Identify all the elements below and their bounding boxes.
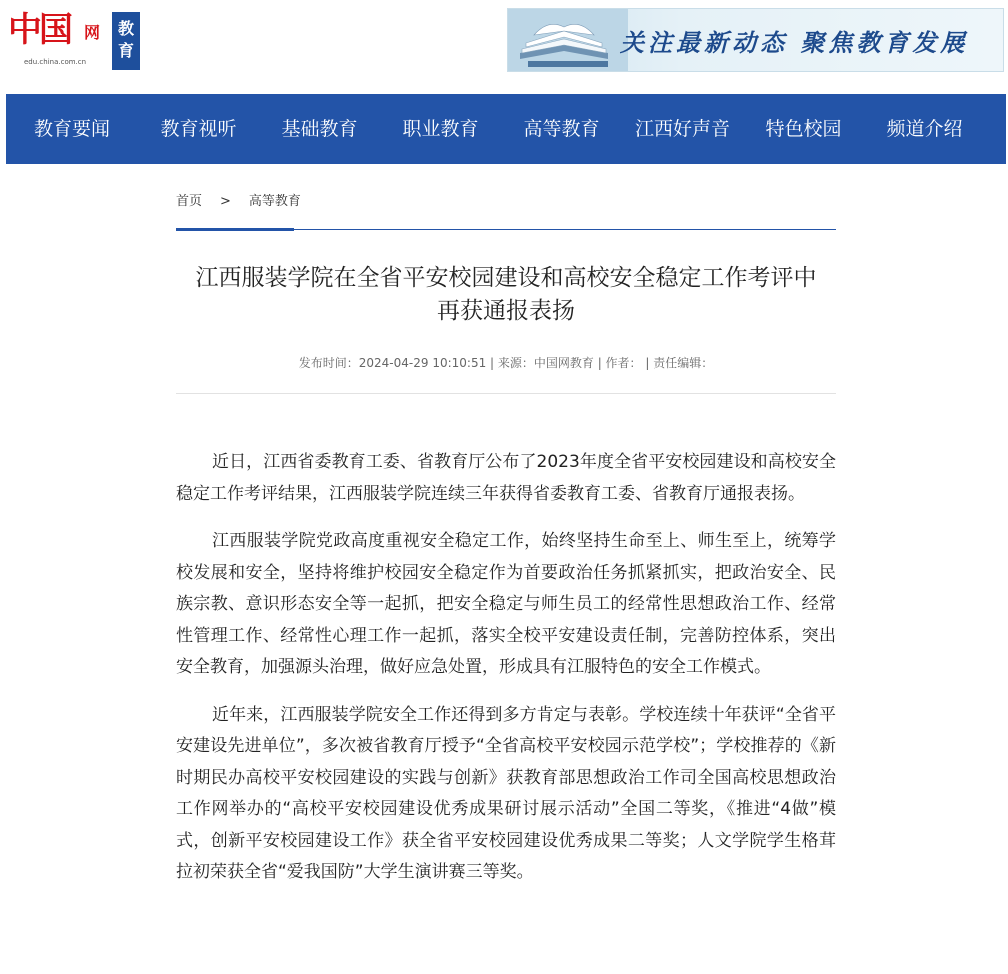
breadcrumb: [176, 190, 301, 209]
channel-badge[interactable]: [112, 12, 140, 70]
article-paragraph: 近年来，江西服装学院安全工作还得到多方肯定与表彰。学校连续十年获评“全省平安建设先进单位”，多次被省教育厅授予“全省高校平安校园示范学校”；学校推荐的《新时期民办高校平安校园建设的实践与创新》获教育部思想政治工作司全国高校思想政治工作网举办的“高校平安校园建设优秀成果研讨展示活动”全国二等奖，《推进“4做”模式，创新平安校园建设工作》获全省平安校园建设优秀成果二等奖；人文学院学生格茸拉初荣获全省“爱我国防”大学生演讲赛三等奖。: [176, 704, 836, 882]
channel-badge-label: 教育: [117, 19, 134, 60]
nav-item-about-channel[interactable]: 频道介绍: [886, 118, 963, 140]
article-title-line2: 再获通报表扬: [437, 298, 575, 324]
nav-item-vocational-education[interactable]: 职业教育: [402, 118, 479, 140]
article-paragraph: 近日，江西省委教育工委、省教育厅公布了2023年度全省平安校园建设和高校安全稳定工作考评结果，江西服装学院连续三年获得省委教育工委、省教育厅通报表扬。: [176, 452, 836, 504]
breadcrumb-separator: >: [220, 194, 231, 209]
meta-divider: [176, 393, 836, 394]
site-logo[interactable]: [6, 6, 141, 68]
books-icon: [508, 9, 628, 72]
nav-item-news[interactable]: 教育要闻: [33, 118, 110, 140]
logo-url-text: edu.china.com.cn: [24, 58, 87, 66]
article-meta: 发布时间：2024-04-29 10:10:51 | 来源：中国网教育 | 作者： | 责任编辑：: [298, 356, 714, 370]
banner-slogan: 关注最新动态 聚焦教育发展: [620, 28, 969, 57]
main-nav: [6, 94, 1006, 164]
logo-wang-text: 网: [84, 23, 101, 42]
nav-item-higher-education[interactable]: 高等教育: [523, 118, 600, 140]
article-paragraph: 江西服装学院党政高度重视安全稳定工作，始终坚持生命至上、师生至上，统筹学校发展和安全，坚持将维护校园安全稳定作为首要政治任务抓紧抓实，把政治安全、民族宗教、意识形态安全等一起抓，把安全稳定与师生员工的经常性思想政治工作、经常性管理工作、经常性心理工作一起抓，落实全校平安建设责任制，完善防控体系，突出安全教育，加强源头治理，做好应急处置，形成具有江服特色的安全工作模式。: [176, 531, 836, 677]
article-title: [176, 262, 836, 328]
logo-china-text: 中国: [8, 10, 70, 50]
article-title-line1: 江西服装学院在全省平安校园建设和高校安全稳定工作考评中: [195, 265, 817, 291]
article-body: [176, 447, 836, 905]
nav-item-video[interactable]: 教育视听: [160, 118, 237, 140]
site-header: [0, 0, 1008, 94]
breadcrumb-home[interactable]: 首页: [176, 194, 203, 209]
nav-item-basic-education[interactable]: 基础教育: [281, 118, 358, 140]
nav-item-featured-campus[interactable]: 特色校园: [765, 118, 842, 140]
header-banner: [507, 8, 1004, 72]
nav-item-jiangxi-voice[interactable]: 江西好声音: [634, 118, 730, 140]
breadcrumb-current[interactable]: 高等教育: [248, 194, 301, 209]
breadcrumb-divider-accent: [176, 228, 294, 231]
